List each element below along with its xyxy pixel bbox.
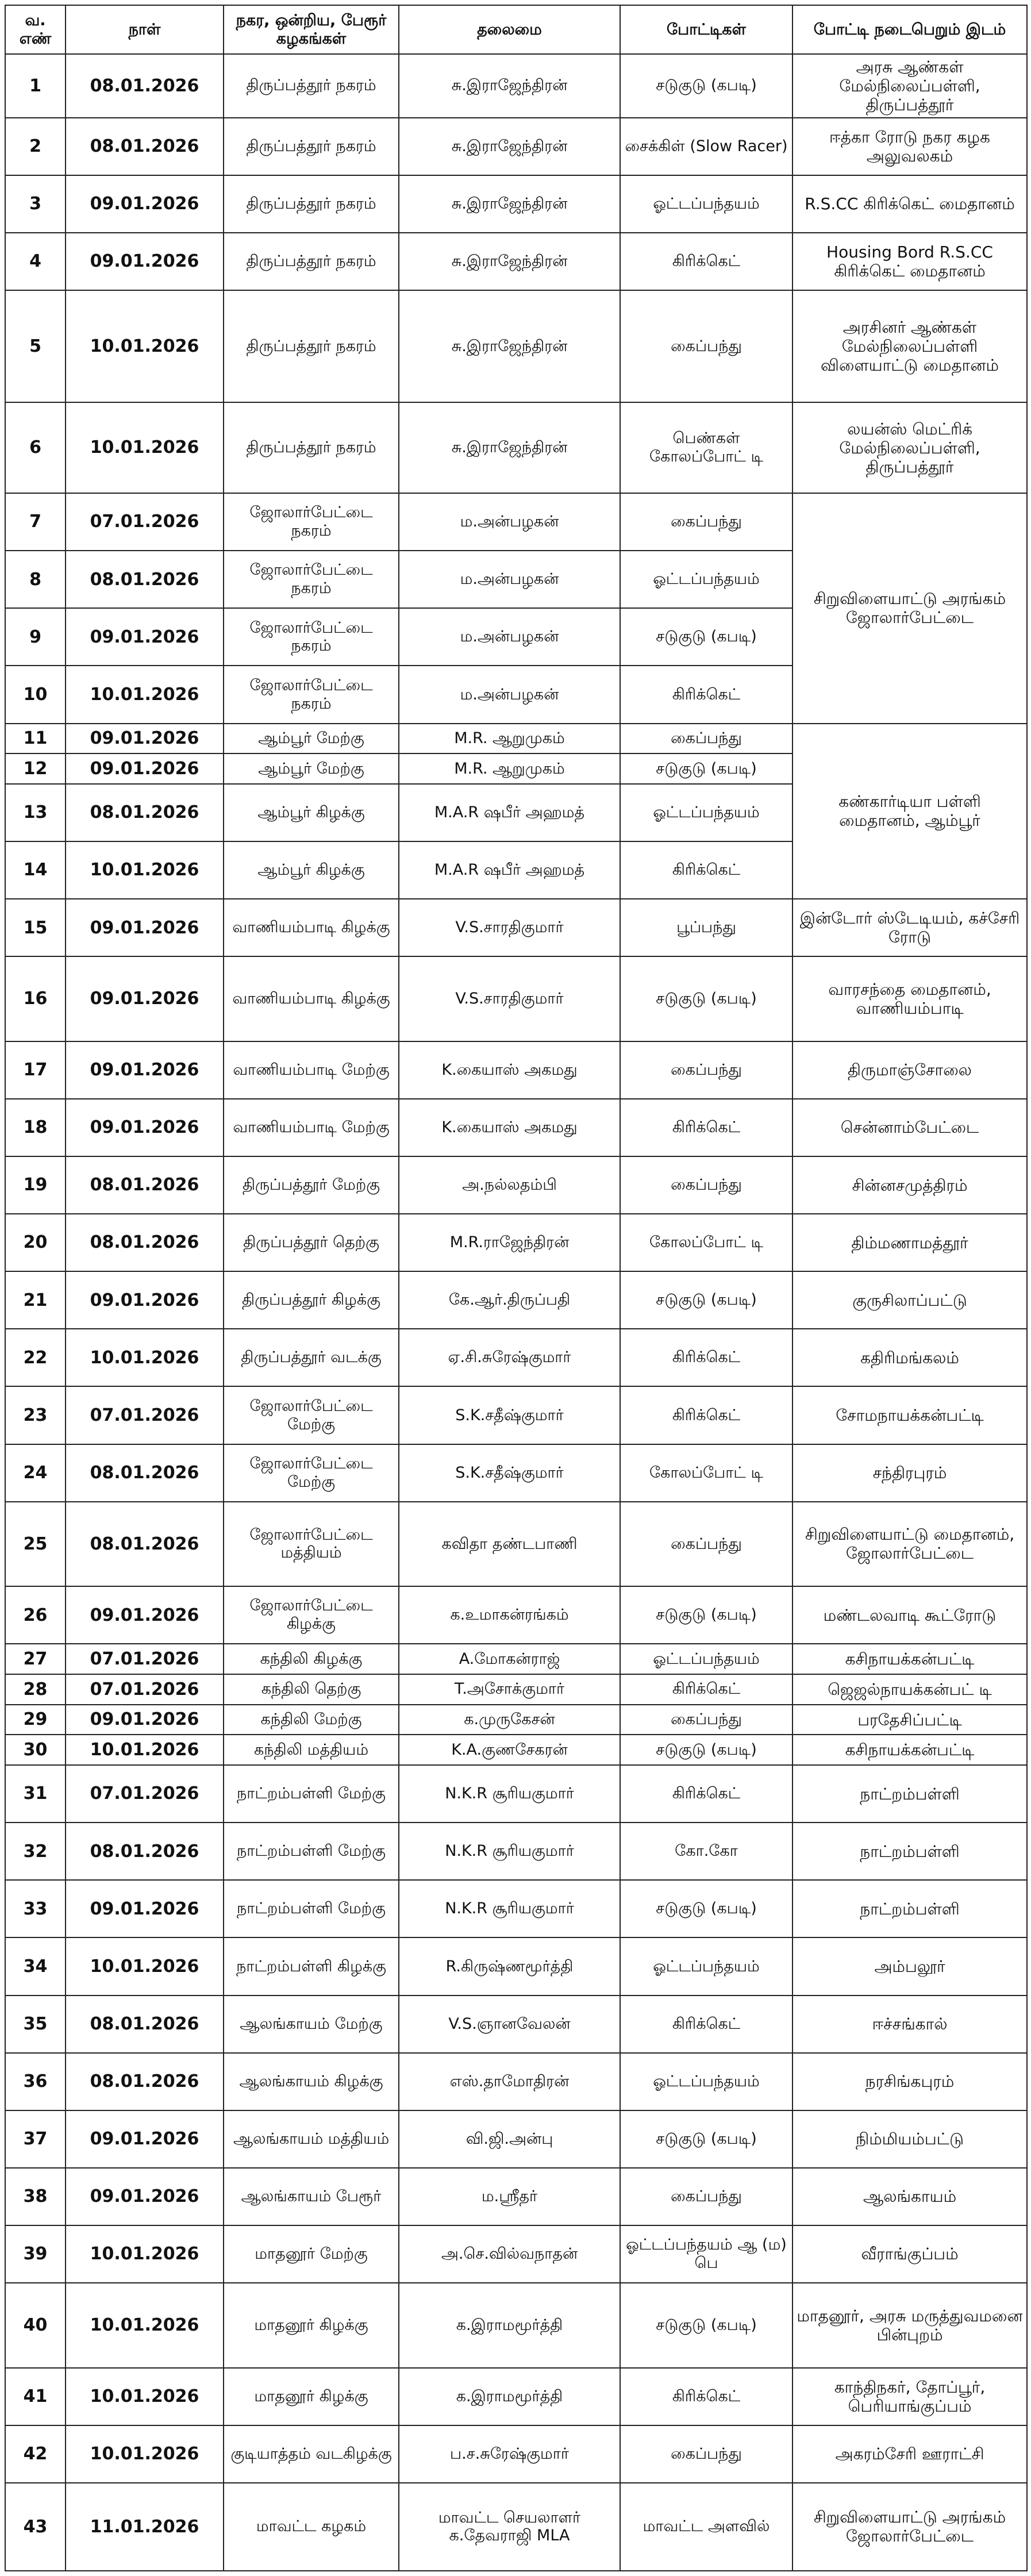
table-row [5,2368,1027,2425]
cell-date: 10.01.2026 [66,1937,224,1995]
cell-venue: நாட்றம்பள்ளி [793,1823,1027,1880]
cell-event: ஓட்டப்பந்தயம் [620,2053,793,2110]
cell-chair: M.A.R ஷபீர் அஹமத் [399,841,620,899]
cell-serial-no: 40 [5,2283,66,2368]
cell-unit: ஆம்பூர் கிழக்கு [224,784,399,841]
cell-chair: M.R. ஆறுமுகம் [399,724,620,754]
cell-date: 07.01.2026 [66,1644,224,1674]
cell-unit: திருப்பத்தூர் தெற்கு [224,1214,399,1271]
table-row [5,2225,1027,2283]
cell-chair: சு.இராஜேந்திரன் [399,233,620,290]
cell-unit: திருப்பத்தூர் மேற்கு [224,1156,399,1214]
cell-event: ஓட்டப்பந்தயம் ஆ (ம) பெ [620,2225,793,2283]
cell-unit: நாட்றம்பள்ளி கிழக்கு [224,1937,399,1995]
table-row [5,2053,1027,2110]
cell-date: 08.01.2026 [66,1502,224,1587]
cell-serial-no: 10 [5,666,66,723]
cell-date: 09.01.2026 [66,1271,224,1329]
table-row [5,724,1027,754]
cell-unit: ஜோலார்பேட்டை மத்தியம் [224,1502,399,1587]
cell-chair: ம.அன்பழகன் [399,666,620,723]
cell-unit: ஆலங்காயம் மத்தியம் [224,2110,399,2168]
cell-date: 08.01.2026 [66,784,224,841]
cell-event: கிரிக்கெட் [620,1386,793,1444]
table-row [5,1444,1027,1502]
cell-event: கைப்பந்து [620,1156,793,1214]
cell-event: சடுகுடு (கபடி) [620,753,793,784]
table-row [5,1386,1027,1444]
cell-serial-no: 24 [5,1444,66,1502]
cell-date: 08.01.2026 [66,2053,224,2110]
cell-chair: ம.ஸ்ரீதர் [399,2168,620,2225]
cell-serial-no: 20 [5,1214,66,1271]
cell-event: சடுகுடு (கபடி) [620,54,793,118]
cell-serial-no: 1 [5,54,66,118]
cell-date: 10.01.2026 [66,841,224,899]
cell-date: 08.01.2026 [66,1156,224,1214]
cell-serial-no: 23 [5,1386,66,1444]
cell-date: 10.01.2026 [66,666,224,723]
cell-date: 08.01.2026 [66,1823,224,1880]
table-row [5,175,1027,233]
table-row [5,2283,1027,2368]
cell-venue: திருமாஞ்சோலை [793,1041,1027,1099]
cell-chair: A.மோகன்ராஜ் [399,1644,620,1674]
table-row [5,1502,1027,1587]
cell-chair: K.A.குணசேகரன் [399,1735,620,1765]
competition-schedule-table [5,5,1028,2571]
cell-serial-no: 41 [5,2368,66,2425]
cell-chair: சு.இராஜேந்திரன் [399,290,620,402]
cell-venue: நாட்றம்பள்ளி [793,1765,1027,1823]
cell-event: கிரிக்கெட் [620,1099,793,1156]
table-row [5,1586,1027,1644]
cell-serial-no: 34 [5,1937,66,1995]
cell-date: 08.01.2026 [66,54,224,118]
cell-chair: M.A.R ஷபீர் அஹமத் [399,784,620,841]
cell-chair: ப.ச.சுரேஷ்குமார் [399,2425,620,2483]
cell-event: மாவட்ட அளவில் [620,2483,793,2571]
cell-serial-no: 11 [5,724,66,754]
cell-chair: N.K.R சூரியகுமார் [399,1765,620,1823]
cell-serial-no: 39 [5,2225,66,2283]
cell-event: சடுகுடு (கபடி) [620,2283,793,2368]
cell-venue: கசிநாயக்கன்பட்டி [793,1735,1027,1765]
table-row [5,1705,1027,1735]
cell-venue: நாட்றம்பள்ளி [793,1880,1027,1937]
cell-serial-no: 17 [5,1041,66,1099]
cell-chair: சு.இராஜேந்திரன் [399,54,620,118]
header-unit: நகர, ஒன்றிய, பேரூர் கழகங்கள் [224,5,399,54]
cell-event: சடுகுடு (கபடி) [620,2110,793,2168]
cell-venue: வாரசந்தை மைதானம், வாணியம்பாடி [793,956,1027,1041]
cell-unit: ஜோலார்பேட்டை மேற்கு [224,1386,399,1444]
cell-unit: ஜோலார்பேட்டை நகரம் [224,666,399,723]
cell-chair: அ.நல்லதம்பி [399,1156,620,1214]
cell-unit: திருப்பத்தூர் நகரம் [224,118,399,175]
cell-serial-no: 35 [5,1996,66,2053]
cell-date: 10.01.2026 [66,2425,224,2483]
table-row [5,1880,1027,1937]
cell-chair: சு.இராஜேந்திரன் [399,402,620,493]
cell-venue: சிறுவிளையாட்டு மைதானம், ஜோலார்பேட்டை [793,1502,1027,1587]
cell-date: 10.01.2026 [66,2225,224,2283]
cell-date: 08.01.2026 [66,1214,224,1271]
table-row [5,1329,1027,1386]
cell-venue: இன்டோர் ஸ்டேடியம், கச்சேரி ரோடு [793,899,1027,956]
cell-event: கைப்பந்து [620,2168,793,2225]
cell-unit: திருப்பத்தூர் நகரம் [224,402,399,493]
cell-date: 09.01.2026 [66,956,224,1041]
cell-date: 08.01.2026 [66,118,224,175]
cell-unit: கந்திலி தெற்கு [224,1674,399,1705]
cell-event: கிரிக்கெட் [620,233,793,290]
cell-venue: நரசிங்கபுரம் [793,2053,1027,2110]
cell-serial-no: 38 [5,2168,66,2225]
cell-unit: ஆலங்காயம் கிழக்கு [224,2053,399,2110]
cell-serial-no: 30 [5,1735,66,1765]
cell-date: 11.01.2026 [66,2483,224,2571]
cell-unit: மாவட்ட கழகம் [224,2483,399,2571]
table-row [5,1765,1027,1823]
cell-date: 08.01.2026 [66,1444,224,1502]
cell-serial-no: 22 [5,1329,66,1386]
cell-serial-no: 37 [5,2110,66,2168]
cell-serial-no: 14 [5,841,66,899]
cell-date: 09.01.2026 [66,1586,224,1644]
cell-serial-no: 9 [5,608,66,666]
cell-serial-no: 33 [5,1880,66,1937]
cell-unit: ஆலங்காயம் பேரூர் [224,2168,399,2225]
cell-chair: வி.ஜி.அன்பு [399,2110,620,2168]
table-row [5,54,1027,118]
cell-unit: மாதனூர் கிழக்கு [224,2368,399,2425]
cell-event: சடுகுடு (கபடி) [620,1735,793,1765]
cell-unit: திருப்பத்தூர் வடக்கு [224,1329,399,1386]
cell-unit: திருப்பத்தூர் நகரம் [224,290,399,402]
cell-serial-no: 6 [5,402,66,493]
cell-venue: சென்னாம்பேட்டை [793,1099,1027,1156]
cell-date: 09.01.2026 [66,608,224,666]
cell-venue: அகரம்சேரி ஊராட்சி [793,2425,1027,2483]
cell-serial-no: 13 [5,784,66,841]
cell-event: ஓட்டப்பந்தயம் [620,784,793,841]
cell-chair: V.S.ஞானவேலன் [399,1996,620,2053]
schedule-page [5,5,1026,2571]
cell-event: கிரிக்கெட் [620,841,793,899]
cell-date: 07.01.2026 [66,1674,224,1705]
table-row [5,233,1027,290]
cell-unit: திருப்பத்தூர் நகரம் [224,54,399,118]
cell-unit: வாணியம்பாடி கிழக்கு [224,956,399,1041]
cell-chair: க.முருகேசன் [399,1705,620,1735]
cell-chair: M.R. ஆறுமுகம் [399,753,620,784]
cell-event: கைப்பந்து [620,1041,793,1099]
cell-date: 09.01.2026 [66,753,224,784]
cell-venue: சந்திரபுரம் [793,1444,1027,1502]
table-row [5,402,1027,493]
cell-chair: சு.இராஜேந்திரன் [399,175,620,233]
cell-venue: பரதேசிப்பட்டி [793,1705,1027,1735]
cell-event: கைப்பந்து [620,2425,793,2483]
cell-chair: சு.இராஜேந்திரன் [399,118,620,175]
cell-unit: திருப்பத்தூர் நகரம் [224,175,399,233]
cell-venue: கசிநாயக்கன்பட்டி [793,1644,1027,1674]
cell-venue: சின்னசமுத்திரம் [793,1156,1027,1214]
cell-chair: க.உமாகன்ரங்கம் [399,1586,620,1644]
cell-venue: ஈத்கா ரோடு நகர கழக அலுவலகம் [793,118,1027,175]
cell-venue: சிறுவிளையாட்டு அரங்கம் ஜோலார்பேட்டை [793,493,1027,723]
cell-event: கிரிக்கெட் [620,1996,793,2053]
cell-venue: அரசு ஆண்கள் மேல்நிலைப்பள்ளி, திருப்பத்தூர் [793,54,1027,118]
cell-date: 08.01.2026 [66,1996,224,2053]
cell-unit: கந்திலி கிழக்கு [224,1644,399,1674]
cell-date: 09.01.2026 [66,1705,224,1735]
cell-unit: திருப்பத்தூர் நகரம் [224,233,399,290]
cell-event: பூப்பந்து [620,899,793,956]
cell-unit: வாணியம்பாடி மேற்கு [224,1099,399,1156]
cell-serial-no: 32 [5,1823,66,1880]
cell-event: சடுகுடு (கபடி) [620,1271,793,1329]
cell-chair: ஏ.சி.சுரேஷ்குமார் [399,1329,620,1386]
cell-serial-no: 25 [5,1502,66,1587]
header-row [5,5,1027,54]
table-row [5,899,1027,956]
cell-unit: மாதனூர் கிழக்கு [224,2283,399,2368]
table-row [5,1937,1027,1995]
cell-chair: S.K.சதீஷ்குமார் [399,1386,620,1444]
cell-chair: R.கிருஷ்ணமூர்த்தி [399,1937,620,1995]
table-row [5,1214,1027,1271]
cell-serial-no: 36 [5,2053,66,2110]
cell-venue: லயன்ஸ் மெட்ரிக் மேல்நிலைப்பள்ளி, திருப்பத்தூர் [793,402,1027,493]
cell-venue: ஈச்சங்கால் [793,1996,1027,2053]
cell-event: சடுகுடு (கபடி) [620,1880,793,1937]
cell-venue: கண்கார்டியா பள்ளி மைதானம், ஆம்பூர் [793,724,1027,899]
cell-unit: ஜோலார்பேட்டை நகரம் [224,493,399,551]
table-row [5,1823,1027,1880]
cell-venue: ஜெஜல்நாயக்கன்பட் டி [793,1674,1027,1705]
cell-event: கிரிக்கெட் [620,1765,793,1823]
cell-event: கிரிக்கெட் [620,1674,793,1705]
cell-date: 10.01.2026 [66,402,224,493]
cell-chair: K.கையாஸ் அகமது [399,1041,620,1099]
header-date: நாள் [66,5,224,54]
cell-unit: ஆம்பூர் மேற்கு [224,724,399,754]
cell-venue: அரசினர் ஆண்கள் மேல்நிலைப்பள்ளி விளையாட்டு மைதானம் [793,290,1027,402]
cell-date: 09.01.2026 [66,2168,224,2225]
cell-event: ஓட்டப்பந்தயம் [620,175,793,233]
cell-serial-no: 3 [5,175,66,233]
cell-venue: நிம்மியம்பட்டு [793,2110,1027,2168]
cell-event: கிரிக்கெட் [620,1329,793,1386]
cell-date: 07.01.2026 [66,1386,224,1444]
cell-chair: அ.செ.வில்வநாதன் [399,2225,620,2283]
cell-date: 09.01.2026 [66,175,224,233]
cell-unit: ஜோலார்பேட்டை நகரம் [224,551,399,608]
cell-event: கைப்பந்து [620,290,793,402]
cell-unit: கந்திலி மேற்கு [224,1705,399,1735]
cell-event: கைப்பந்து [620,1502,793,1587]
cell-unit: திருப்பத்தூர் கிழக்கு [224,1271,399,1329]
cell-date: 09.01.2026 [66,724,224,754]
cell-event: கைப்பந்து [620,724,793,754]
table-row [5,1644,1027,1674]
cell-event: கைப்பந்து [620,493,793,551]
cell-event: கோலப்போட் டி [620,1214,793,1271]
cell-serial-no: 28 [5,1674,66,1705]
header-serial-no: வ. எண் [5,5,66,54]
cell-venue: மாதனூர், அரசு மருத்துவமனை பின்புறம் [793,2283,1027,2368]
cell-serial-no: 18 [5,1099,66,1156]
cell-serial-no: 31 [5,1765,66,1823]
cell-venue: சிறுவிளையாட்டு அரங்கம் ஜோலார்பேட்டை [793,2483,1027,2571]
cell-serial-no: 26 [5,1586,66,1644]
table-row [5,1674,1027,1705]
cell-chair: க.இராமமூர்த்தி [399,2368,620,2425]
table-row [5,1996,1027,2053]
cell-unit: குடியாத்தம் வடகிழக்கு [224,2425,399,2483]
cell-event: கோலப்போட் டி [620,1444,793,1502]
header-chair: தலைமை [399,5,620,54]
cell-unit: ஆலங்காயம் மேற்கு [224,1996,399,2053]
cell-date: 10.01.2026 [66,1329,224,1386]
cell-chair: க.இராமமூர்த்தி [399,2283,620,2368]
cell-unit: ஜோலார்பேட்டை மேற்கு [224,1444,399,1502]
cell-date: 09.01.2026 [66,233,224,290]
cell-venue: கதிரிமங்கலம் [793,1329,1027,1386]
cell-chair: மாவட்ட செயலாளர் க.தேவராஜி MLA [399,2483,620,2571]
cell-chair: V.S.சாரதிகுமார் [399,899,620,956]
cell-serial-no: 7 [5,493,66,551]
table-row [5,2168,1027,2225]
header-events: போட்டிகள் [620,5,793,54]
cell-date: 10.01.2026 [66,2368,224,2425]
cell-chair: கவிதா தண்டபாணி [399,1502,620,1587]
cell-serial-no: 43 [5,2483,66,2571]
cell-venue: வீராங்குப்பம் [793,2225,1027,2283]
table-row [5,118,1027,175]
cell-chair: ம.அன்பழகன் [399,608,620,666]
cell-event: ஓட்டப்பந்தயம் [620,1937,793,1995]
cell-date: 07.01.2026 [66,493,224,551]
cell-unit: நாட்றம்பள்ளி மேற்கு [224,1823,399,1880]
cell-venue: ஆலங்காயம் [793,2168,1027,2225]
table-row [5,493,1027,551]
cell-date: 09.01.2026 [66,2110,224,2168]
cell-serial-no: 29 [5,1705,66,1735]
cell-unit: ஆம்பூர் மேற்கு [224,753,399,784]
cell-venue: மண்டலவாடி கூட்ரோடு [793,1586,1027,1644]
cell-date: 09.01.2026 [66,1880,224,1937]
cell-serial-no: 12 [5,753,66,784]
cell-event: கைப்பந்து [620,1705,793,1735]
cell-event: ஓட்டப்பந்தயம் [620,1644,793,1674]
cell-event: சடுகுடு (கபடி) [620,1586,793,1644]
cell-date: 10.01.2026 [66,290,224,402]
cell-event: ஓட்டப்பந்தயம் [620,551,793,608]
table-row [5,1041,1027,1099]
table-row [5,1156,1027,1214]
cell-event: கோ.கோ [620,1823,793,1880]
table-row [5,2483,1027,2571]
table-row [5,2110,1027,2168]
cell-serial-no: 4 [5,233,66,290]
cell-unit: வாணியம்பாடி மேற்கு [224,1041,399,1099]
cell-chair: எஸ்.தாமோதிரன் [399,2053,620,2110]
cell-chair: கே.ஆர்.திருப்பதி [399,1271,620,1329]
cell-chair: K.கையாஸ் அகமது [399,1099,620,1156]
cell-event: சடுகுடு (கபடி) [620,956,793,1041]
table-row [5,1735,1027,1765]
cell-date: 09.01.2026 [66,899,224,956]
cell-venue: Housing Bord R.S.CC கிரிக்கெட் மைதானம் [793,233,1027,290]
cell-serial-no: 27 [5,1644,66,1674]
cell-date: 09.01.2026 [66,1099,224,1156]
cell-unit: மாதனூர் மேற்கு [224,2225,399,2283]
cell-unit: வாணியம்பாடி கிழக்கு [224,899,399,956]
table-row [5,290,1027,402]
cell-event: கிரிக்கெட் [620,2368,793,2425]
header-venue: போட்டி நடைபெறும் இடம் [793,5,1027,54]
cell-date: 10.01.2026 [66,2283,224,2368]
cell-serial-no: 5 [5,290,66,402]
cell-serial-no: 8 [5,551,66,608]
cell-unit: கந்திலி மத்தியம் [224,1735,399,1765]
cell-event: சைக்கிள் (Slow Racer) [620,118,793,175]
table-row [5,1271,1027,1329]
cell-unit: நாட்றம்பள்ளி மேற்கு [224,1765,399,1823]
cell-unit: ஜோலார்பேட்டை நகரம் [224,608,399,666]
cell-unit: ஜோலார்பேட்டை கிழக்கு [224,1586,399,1644]
cell-chair: S.K.சதீஷ்குமார் [399,1444,620,1502]
cell-serial-no: 42 [5,2425,66,2483]
cell-chair: N.K.R சூரியகுமார் [399,1880,620,1937]
cell-venue: சோமநாயக்கன்பட்டி [793,1386,1027,1444]
cell-serial-no: 2 [5,118,66,175]
cell-venue: R.S.CC கிரிக்கெட் மைதானம் [793,175,1027,233]
cell-serial-no: 21 [5,1271,66,1329]
cell-venue: திம்மணாமத்தூர் [793,1214,1027,1271]
cell-unit: ஆம்பூர் கிழக்கு [224,841,399,899]
cell-venue: அம்பலூர் [793,1937,1027,1995]
cell-event: சடுகுடு (கபடி) [620,608,793,666]
table-row [5,1099,1027,1156]
cell-venue: காந்திநகர், தோப்பூர், பெரியாங்குப்பம் [793,2368,1027,2425]
cell-event: கிரிக்கெட் [620,666,793,723]
cell-chair: T.அசோக்குமார் [399,1674,620,1705]
cell-chair: V.S.சாரதிகுமார் [399,956,620,1041]
cell-date: 08.01.2026 [66,551,224,608]
cell-serial-no: 19 [5,1156,66,1214]
cell-chair: M.R.ராஜேந்திரன் [399,1214,620,1271]
cell-venue: குருசிலாப்பட்டு [793,1271,1027,1329]
cell-chair: ம.அன்பழகன் [399,493,620,551]
cell-unit: நாட்றம்பள்ளி மேற்கு [224,1880,399,1937]
cell-date: 09.01.2026 [66,1041,224,1099]
cell-chair: N.K.R சூரியகுமார் [399,1823,620,1880]
cell-date: 07.01.2026 [66,1765,224,1823]
cell-date: 10.01.2026 [66,1735,224,1765]
cell-serial-no: 15 [5,899,66,956]
table-row [5,2425,1027,2483]
cell-chair: ம.அன்பழகன் [399,551,620,608]
cell-serial-no: 16 [5,956,66,1041]
table-row [5,956,1027,1041]
cell-event: பெண்கள் கோலப்போட் டி [620,402,793,493]
